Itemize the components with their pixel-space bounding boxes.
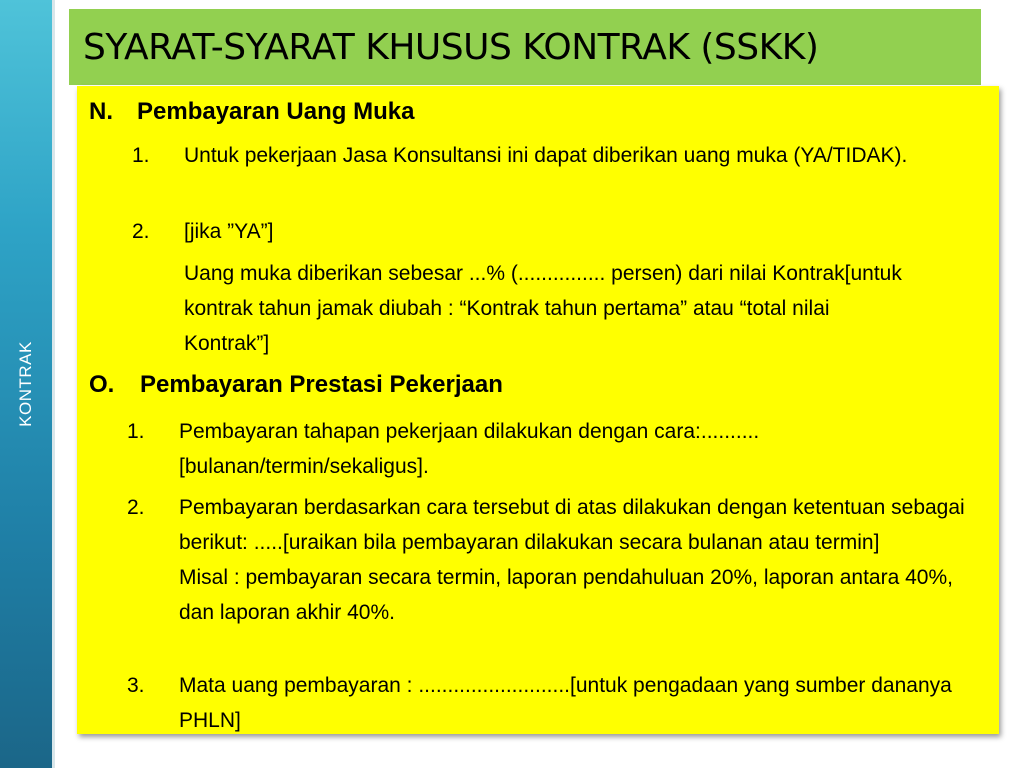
section-o-item-1-number: 1. bbox=[127, 420, 145, 443]
section-n-item-3-text: Uang muka diberikan sebesar ...% (............... persen) dari nilai Kontrak[untuk kontrak tahun jamak diubah : “Kontrak tahun pertama” atau “total nilai Kontrak”] bbox=[184, 262, 902, 355]
section-n-item-1-number: 1. bbox=[132, 144, 150, 167]
section-o-item-2-text: Pembayaran berdasarkan cara tersebut di atas dilakukan dengan ketentuan sebagai berikut: .....[uraikan bila pembayaran dilakukan secara bulanan atau termin] Misal : pembayaran secara termin, laporan pendahuluan 20%, laporan antara 40%, dan laporan akhir 40%. bbox=[179, 496, 971, 624]
side-label: KONTRAK bbox=[16, 341, 35, 427]
title-bar bbox=[69, 9, 981, 85]
section-o-heading: Pembayaran Prestasi Pekerjaan bbox=[140, 371, 503, 398]
section-o-item-1-text: Pembayaran tahapan pekerjaan dilakukan dengan cara:..........[bulanan/termin/sekaligus]. bbox=[179, 420, 760, 478]
section-o-item-3-number: 3. bbox=[127, 674, 145, 697]
side-band bbox=[0, 0, 52, 768]
section-n-item-2-number: 2. bbox=[132, 220, 150, 243]
section-o-letter: O. bbox=[89, 371, 115, 398]
slide-title: SYARAT-SYARAT KHUSUS KONTRAK (SSKK) bbox=[83, 26, 819, 68]
section-n-item-2-text: [jika ”YA”] bbox=[184, 220, 274, 243]
side-band-edge bbox=[52, 0, 55, 768]
section-n-heading: Pembayaran Uang Muka bbox=[137, 98, 415, 125]
section-n-item-1-text: Untuk pekerjaan Jasa Konsultansi ini dapat diberikan uang muka (YA/TIDAK). bbox=[184, 144, 908, 167]
content-box bbox=[77, 86, 999, 734]
section-o-item-2-number: 2. bbox=[127, 496, 145, 519]
section-o-item-3-text: Mata uang pembayaran : ..........................[untuk pengadaan yang sumber dananya PHLN] bbox=[179, 674, 952, 732]
section-n-letter: N. bbox=[89, 98, 113, 125]
